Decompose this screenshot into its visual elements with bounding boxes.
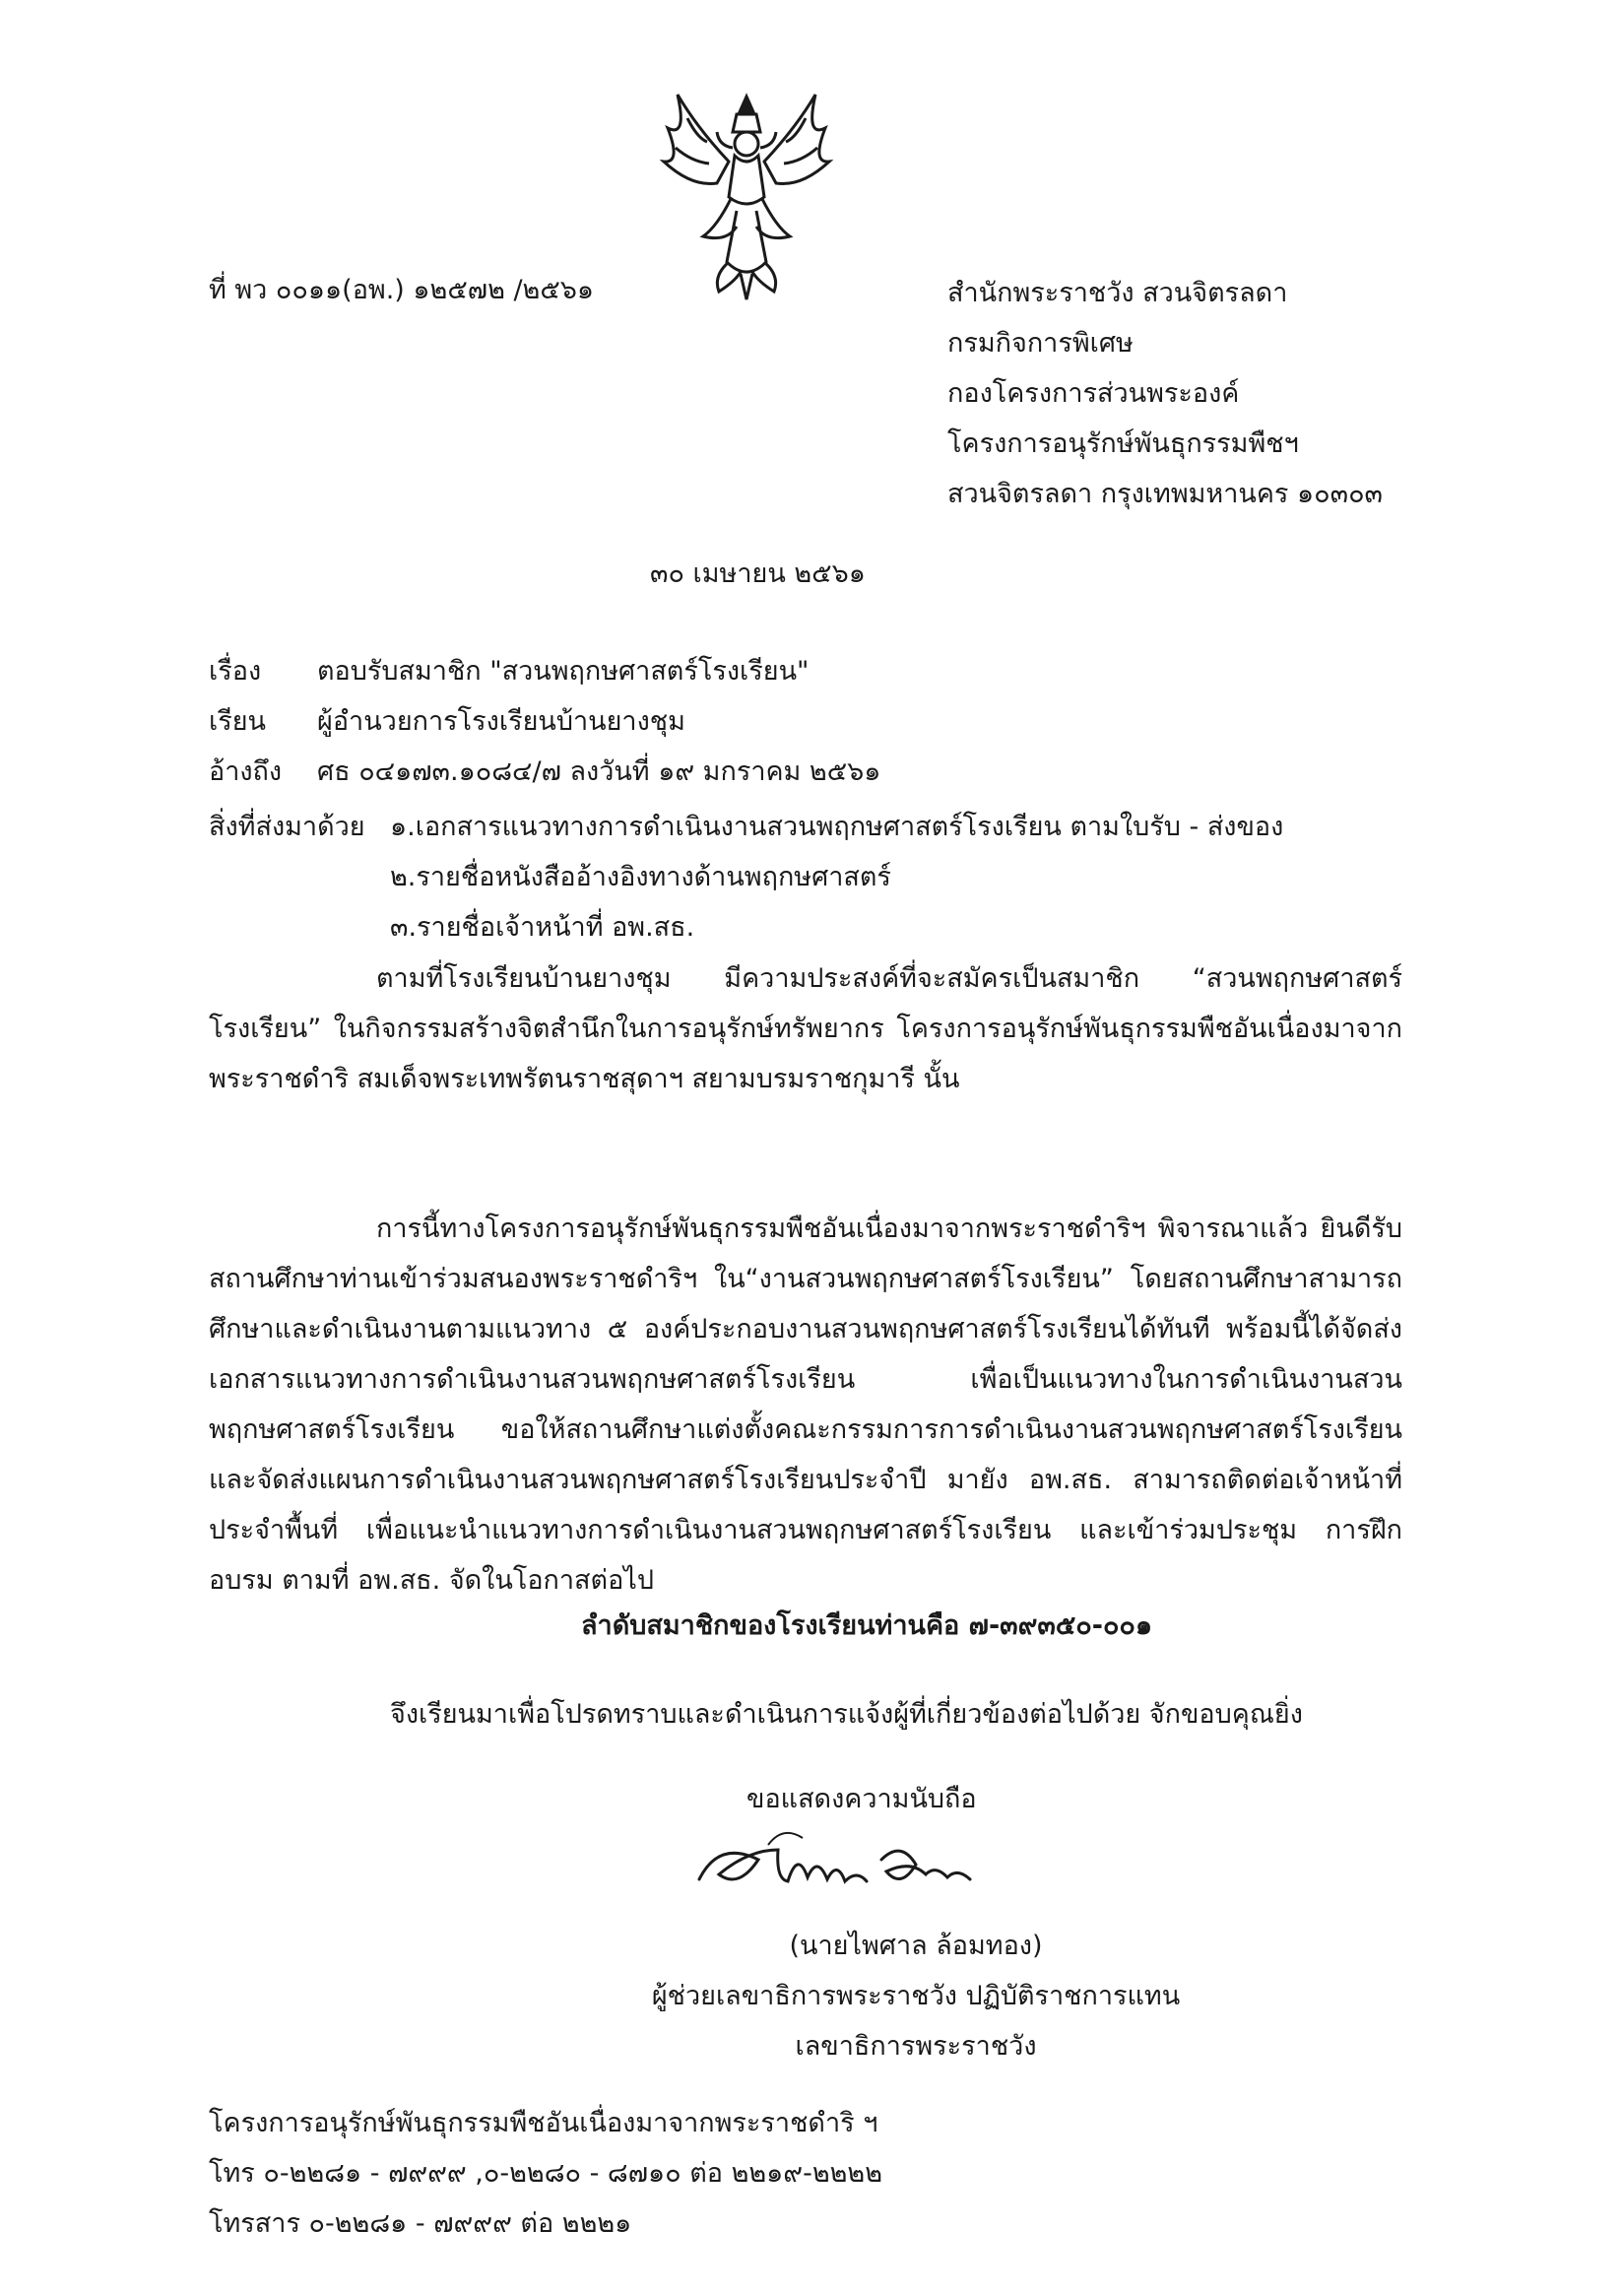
enclosures-label: สิ่งที่ส่งมาด้วย	[209, 812, 365, 842]
signer-position: เลขาธิการพระราชวัง	[795, 2031, 1037, 2062]
reference-number: ที่ พว ๐๐๑๑(อพ.) ๑๒๕๗๒ /๒๕๖๑	[209, 275, 595, 305]
subject-label: เรื่อง	[209, 656, 262, 687]
enclosures	[209, 802, 1283, 952]
address-line: กองโครงการส่วนพระองค์	[947, 378, 1240, 409]
signer-name: (นายไพศาล ล้อมทอง)	[789, 1931, 1043, 1961]
enclosure-item: ๑.เอกสารแนวทางการดำเนินงานสวนพฤกษศาสตร์โรงเรียน ตามใบรับ - ส่งของ	[390, 812, 1284, 842]
handwritten-signature	[689, 1820, 985, 1909]
enclosure-item: ๒.รายชื่อหนังสืออ้างอิงทางด้านพฤกษศาสตร์	[390, 862, 891, 892]
signer-position: ผู้ช่วยเลขาธิการพระราชวัง ปฏิบัติราชการแทน	[651, 1981, 1181, 2011]
garuda-emblem-icon	[658, 89, 835, 305]
footer-phone: โทร ๐-๒๒๘๑ - ๗๙๙๙ ,๐-๒๒๘๐ - ๘๗๑๐ ต่อ ๒๒๑๙-๒๒๒๒	[209, 2158, 883, 2189]
closing-line: จึงเรียนมาเพื่อโปรดทราบและดำเนินการแจ้งผู้ที่เกี่ยวข้องต่อไปด้วย จักขอบคุณยิ่ง	[390, 1699, 1303, 1730]
footer-org: โครงการอนุรักษ์พันธุกรรมพืชอันเนื่องมาจากพระราชดำริ ฯ	[209, 2108, 878, 2138]
enclosure-row	[209, 802, 1283, 852]
address-line: สำนักพระราชวัง สวนจิตรลดา	[947, 278, 1288, 308]
body-paragraph-1	[209, 953, 1402, 1104]
enclosure-item: ๓.รายชื่อเจ้าหน้าที่ อพ.สธ.	[390, 912, 695, 943]
contact-footer	[209, 2098, 882, 2249]
reference-label: อ้างถึง	[209, 756, 283, 787]
reference-row	[209, 747, 880, 797]
recipient-label: เรียน	[209, 706, 267, 737]
recipient-text: ผู้อำนวยการโรงเรียนบ้านยางชุม	[317, 706, 685, 737]
recipient-row	[209, 696, 880, 747]
signer-block	[0, 1921, 1398, 2071]
member-number: ลำดับสมาชิกของโรงเรียนท่านคือ ๗-๓๙๓๕๐-๐๐๑	[581, 1610, 1153, 1641]
address-line: กรมกิจการพิเศษ	[947, 328, 1134, 359]
address-line: สวนจิตรลดา กรุงเทพมหานคร ๑๐๓๐๓	[947, 479, 1384, 509]
letter-date: ๓๐ เมษายน ๒๕๖๑	[650, 558, 866, 589]
body-paragraph-2	[209, 1204, 1402, 1606]
sender-address	[947, 268, 1383, 519]
paragraph-text: ตามที่โรงเรียนบ้านยางชุม มีความประสงค์ที่จะสมัครเป็นสมาชิก “สวนพฤกษศาสตร์โรงเรียน” ในกิจกรรมสร้างจิตสำนึกในการอนุรักษ์ทรัพยากร โครงการอนุรักษ์พันธุกรรมพืชอันเนื่องมาจากพระราชดำริ สมเด็จพระเทพรัตนราชสุดาฯ สยามบรมราชกุมารี นั้น	[209, 963, 1402, 1094]
paragraph-text: การนี้ทางโครงการอนุรักษ์พันธุกรรมพืชอันเนื่องมาจากพระราชดำริฯ พิจารณาแล้ว ยินดีรับสถานศึกษาท่านเข้าร่วมสนองพระราชดำริฯ ใน“งานสวนพฤกษศาสตร์โรงเรียน” โดยสถานศึกษาสามารถศึกษาและดำเนินงานตามแนวทาง ๕ องค์ประกอบงานสวนพฤกษศาสตร์โรงเรียนได้ทันที พร้อมนี้ได้จัดส่งเอกสารแนวทางการดำเนินงานสวนพฤกษศาสตร์โรงเรียน เพื่อเป็นแนวทางในการดำเนินงานสวนพฤกษศาสตร์โรงเรียน ขอให้สถานศึกษาแต่งตั้งคณะกรรมการการดำเนินงานสวนพฤกษศาสตร์โรงเรียน และจัดส่งแผนการดำเนินงานสวนพฤกษศาสตร์โรงเรียนประจำปี มายัง อพ.สธ. สามารถติดต่อเจ้าหน้าที่ ประจำพื้นที่ เพื่อแนะนำแนวทางการดำเนินงานสวนพฤกษศาสตร์โรงเรียน และเข้าร่วมประชุม การฝึกอบรม ตามที่ อพ.สธ. จัดในโอกาสต่อไป	[209, 1214, 1402, 1596]
address-line: โครงการอนุรักษ์พันธุกรรมพืชฯ	[947, 428, 1299, 459]
subject-text: ตอบรับสมาชิก "สวนพฤกษศาสตร์โรงเรียน"	[317, 656, 810, 687]
footer-fax: โทรสาร ๐-๒๒๘๑ - ๗๙๙๙ ต่อ ๒๒๒๑	[209, 2208, 632, 2239]
reference-text: ศธ ๐๔๑๗๓.๑๐๘๔/๗ ลงวันที่ ๑๙ มกราคม ๒๕๖๑	[317, 756, 881, 787]
regards: ขอแสดงความนับถือ	[746, 1784, 977, 1814]
subject-row	[209, 646, 880, 696]
letter-meta	[209, 646, 880, 797]
